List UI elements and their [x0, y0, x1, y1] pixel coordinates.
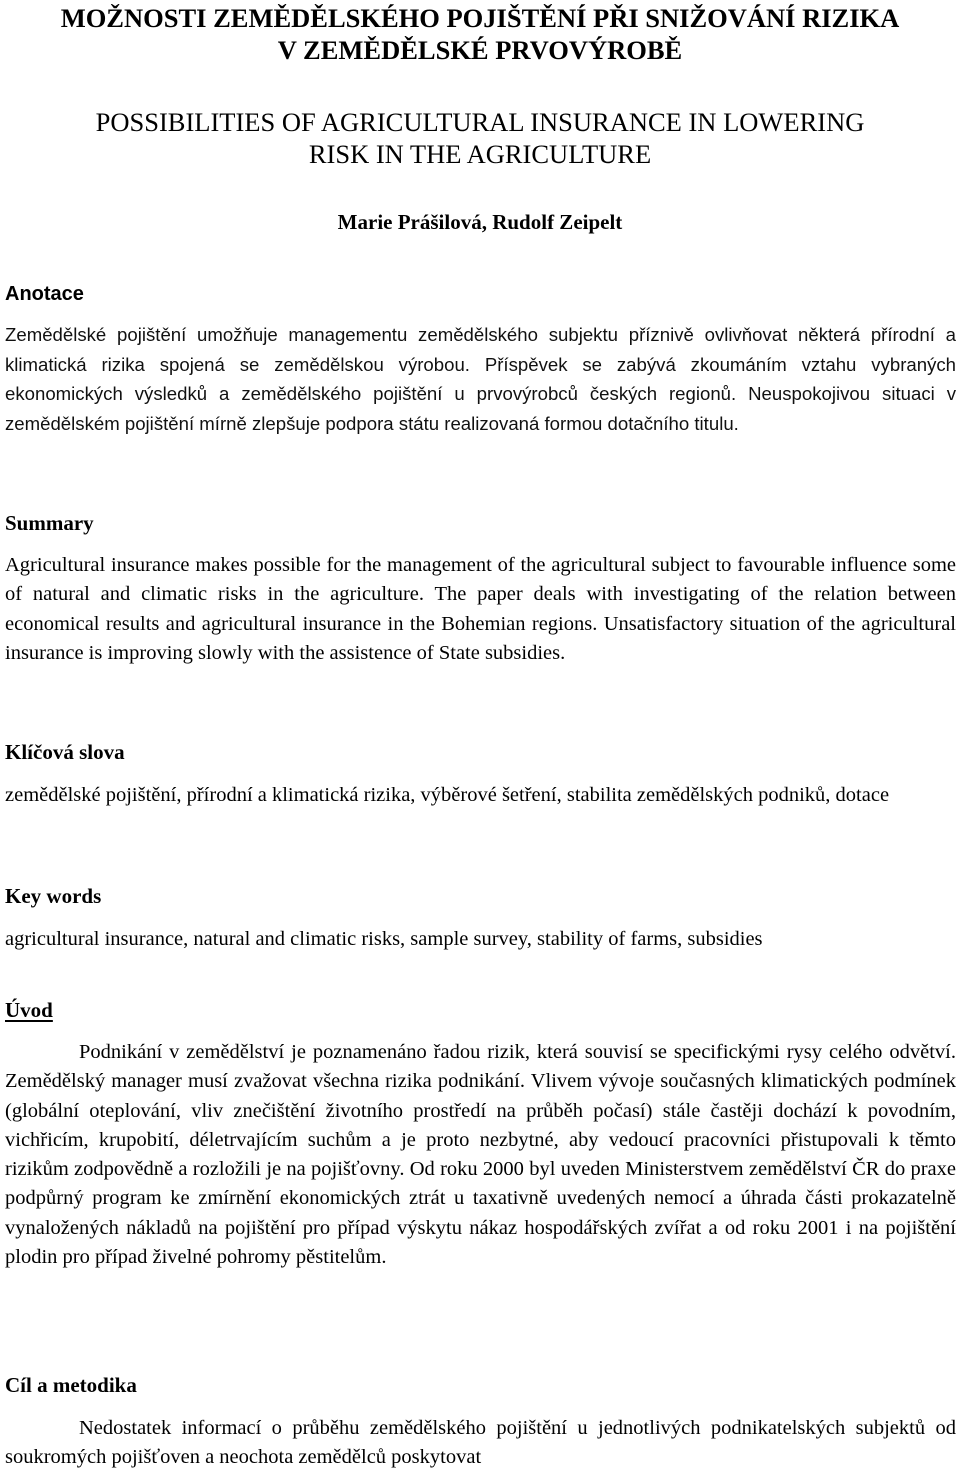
cil-a-metodika-text: Nedostatek informací o průběhu zemědělského pojištění u jednotlivých podnikatelských subjektů od soukromých pojišťoven a neochota zemědělců poskytovat — [5, 1417, 956, 1469]
key-words-heading: Key words — [5, 884, 102, 908]
summary-text: Agricultural insurance makes possible for the management of the agricultural subject to favourable influence some of natural and climatic risks in the agriculture. The paper deals with investigating of the relation between economical results and agricultural insurance in the Bohemian regions. Unsatisfactory situation of the agricultural insurance is improving slowly with the assistence of State subsidies. — [5, 554, 956, 664]
cil-a-metodika-heading: Cíl a metodika — [5, 1373, 137, 1397]
title-czech-line2: V ZEMĚDĚLSKÉ PRVOVÝROBĚ — [277, 35, 683, 65]
anotace-heading: Anotace — [5, 283, 84, 305]
klicova-slova-heading: Klíčová slova — [5, 740, 125, 764]
anotace-text: Zemědělské pojištění umožňuje managementu zemědělského subjektu příznivě ovlivňovat některá přírodní a klimatická rizika spojená se zemědělskou výrobou. Příspěvek se zabývá zkoumáním vztahu vybraných ekonomických výsledků a zemědělského pojištění u prvovýrobců českých regionů. Neuspokojivou situaci v zemědělském pojištění mírně zlepšuje podpora státu realizovaná formou dotačního titulu. — [5, 324, 956, 434]
uvod-heading: Úvod — [5, 998, 53, 1022]
title-english-line1: POSSIBILITIES OF AGRICULTURAL INSURANCE IN LOWERING — [95, 107, 865, 137]
title-czech-line1: MOŽNOSTI ZEMĚDĚLSKÉHO POJIŠTĚNÍ PŘI SNIŽOVÁNÍ RIZIKA — [60, 3, 900, 33]
uvod-text: Podnikání v zemědělství je poznamenáno řadou rizik, která souvisí se specifickými rysy celého odvětví. Zemědělský manager musí zvažovat všechna rizika podnikání. Vlivem vývoje současných klimatických podmínek (globální oteplování, vliv znečištění životního prostředí na průběh počasí) stále častěji dochází k povodním, vichřicím, krupobití, déletrvajícím suchům a je proto nezbytné, aby vedoucí pracovníci přistupovali k těmto rizikům zodpovědně a rozložili je na pojišťovny. Od roku 2000 byl uveden Ministerstvem zemědělství ČR do praxe podpůrný program ke zmírnění ekonomických ztrát u taxativně uvedených nemocí a úhrada části prokazatelně vynaložených nákladů na pojištění pro případ výskytu nákaz hospodářských zvířat a od roku 2001 i na pojištění plodin pro případ živelné pohromy pěstitelům. — [5, 1041, 956, 1269]
title-english-line2: RISK IN THE AGRICULTURE — [308, 139, 652, 169]
title-czech — [0, 2, 960, 66]
title-english — [0, 106, 960, 170]
summary-heading: Summary — [5, 511, 94, 535]
klicova-slova-text: zemědělské pojištění, přírodní a klimatická rizika, výběrové šetření, stabilita zemědělských podniků, dotace — [5, 784, 890, 806]
authors: Marie Prášilová, Rudolf Zeipelt — [337, 210, 623, 234]
key-words-text: agricultural insurance, natural and climatic risks, sample survey, stability of farms, subsidies — [5, 928, 763, 950]
